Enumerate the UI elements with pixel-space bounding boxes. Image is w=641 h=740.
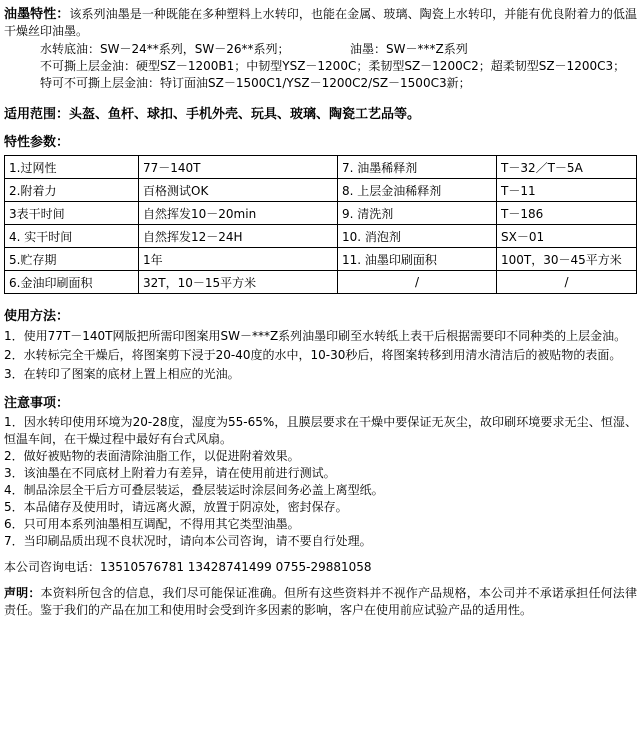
features-soft-topcoat: 特可不可撕上层金油：特订面油SZ－1500C1/YSZ－1200C2/SZ－1500C3新； — [40, 76, 471, 90]
list-item: 4．制品涂层全干后方可叠层装运，叠层装运时涂层间务必盖上离型纸。 — [4, 483, 384, 497]
param-label: 3表干时间 — [5, 202, 139, 225]
param-value: T－32／T－5A — [497, 156, 637, 179]
table-row — [5, 225, 637, 248]
features-ink-series: 油墨：SW－***Z系列 — [350, 42, 468, 56]
notes-list — [4, 414, 637, 550]
param-label: 8. 上层金油稀释剂 — [338, 179, 497, 202]
param-value: SX－01 — [497, 225, 637, 248]
param-value: 自然挥发12－24H — [139, 225, 338, 248]
params-table — [4, 155, 637, 294]
list-item: 7．当印刷品质出现不良状况时，请向本公司咨询，请不要自行处理。 — [4, 534, 372, 548]
param-label: 7. 油墨稀释剂 — [338, 156, 497, 179]
list-item: 5．本品储存及使用时，请远离火源，放置于阴凉处，密封保存。 — [4, 500, 348, 514]
table-row — [5, 271, 637, 294]
param-label: 11. 油墨印刷面积 — [338, 248, 497, 271]
features-water-base: 水转底油：SW－24**系列，SW－26**系列； — [40, 42, 290, 56]
disclaimer-text: 本资料所包含的信息，我们尽可能保证准确。但所有这些资料并不视作产品规格，本公司并不承诺承担任何法律责任。鉴于我们的产品在加工和使用时会受到许多因素的影响，客户在使用前应试验产品的适用性。 — [4, 586, 637, 617]
param-label: 10. 消泡剂 — [338, 225, 497, 248]
scope-heading: 适用范围： — [4, 107, 70, 122]
param-label: 1.过网性 — [5, 156, 139, 179]
param-label: 2.附着力 — [5, 179, 139, 202]
scope-text: 头盔、鱼杆、球扣、手机外壳、玩具、玻璃、陶瓷工艺品等。 — [69, 107, 421, 122]
param-label: 6.金油印刷面积 — [5, 271, 139, 294]
features-intro-line — [4, 6, 637, 40]
features-water-line — [4, 41, 637, 58]
param-value: 百格测试OK — [139, 179, 338, 202]
list-item: 6．只可用本系列油墨相互调配，不得用其它类型油墨。 — [4, 517, 300, 531]
scope-section — [4, 106, 637, 124]
usage-title: 使用方法： — [4, 309, 70, 324]
param-value: 1年 — [139, 248, 338, 271]
list-item: 1．使用77T－140T网版把所需印图案用SW－***Z系列油墨印刷至水转纸上表干后根据需要印不同种类的上层金油。 — [4, 329, 627, 343]
disclaimer — [4, 585, 637, 619]
list-item: 3．该油墨在不同底材上附着力有差异，请在使用前进行测试。 — [4, 466, 336, 480]
param-label: 4. 实干时间 — [5, 225, 139, 248]
table-row — [5, 202, 637, 225]
param-value: 100T，30－45平方米 — [497, 248, 637, 271]
features-intro-text: 该系列油墨是一种既能在多种塑料上水转印，也能在金属、玻璃、陶瓷上水转印，并能有优良附着力的低温干燥丝印油墨。 — [4, 7, 637, 38]
list-item: 3．在转印了图案的底材上置上相应的光油。 — [4, 367, 240, 381]
param-value: / — [497, 271, 637, 294]
param-label: 9. 清洗剂 — [338, 202, 497, 225]
features-section — [4, 6, 637, 92]
param-value: T－186 — [497, 202, 637, 225]
table-row — [5, 248, 637, 271]
param-value: T－11 — [497, 179, 637, 202]
table-row — [5, 179, 637, 202]
features-hard-topcoat: 不可撕上层金油：硬型SZ－1200B1；中韧型YSZ－1200C；柔韧型SZ－1200C2；超柔韧型SZ－1200C3； — [40, 59, 626, 73]
contact-line: 本公司咨询电话：13510576781 13428741499 0755-29881058 — [4, 560, 372, 574]
param-label: / — [338, 271, 497, 294]
param-value: 77－140T — [139, 156, 338, 179]
param-label: 5.贮存期 — [5, 248, 139, 271]
disclaimer-label: 声明： — [4, 586, 41, 600]
features-heading: 油墨特性： — [4, 7, 70, 22]
usage-list — [4, 328, 637, 383]
list-item: 1．因水转印使用环境为20-28度，湿度为55-65%，且膜层要求在干燥中要保证无灰尘，故印刷环境要求无尘、恒湿、恒温车间，在干燥过程中最好有台式风扇。 — [4, 415, 637, 446]
list-item: 2．做好被贴物的表面清除油脂工作，以促进附着效果。 — [4, 449, 300, 463]
list-item: 2．水转标完全干燥后，将图案剪下浸于20-40度的水中，10-30秒后，将图案转移到用清水清洁后的被贴物的表面。 — [4, 348, 622, 362]
params-title: 特性参数： — [4, 135, 70, 150]
param-value: 自然挥发10－20min — [139, 202, 338, 225]
param-value: 32T，10－15平方米 — [139, 271, 338, 294]
table-row — [5, 156, 637, 179]
notes-title: 注意事项： — [4, 396, 70, 411]
